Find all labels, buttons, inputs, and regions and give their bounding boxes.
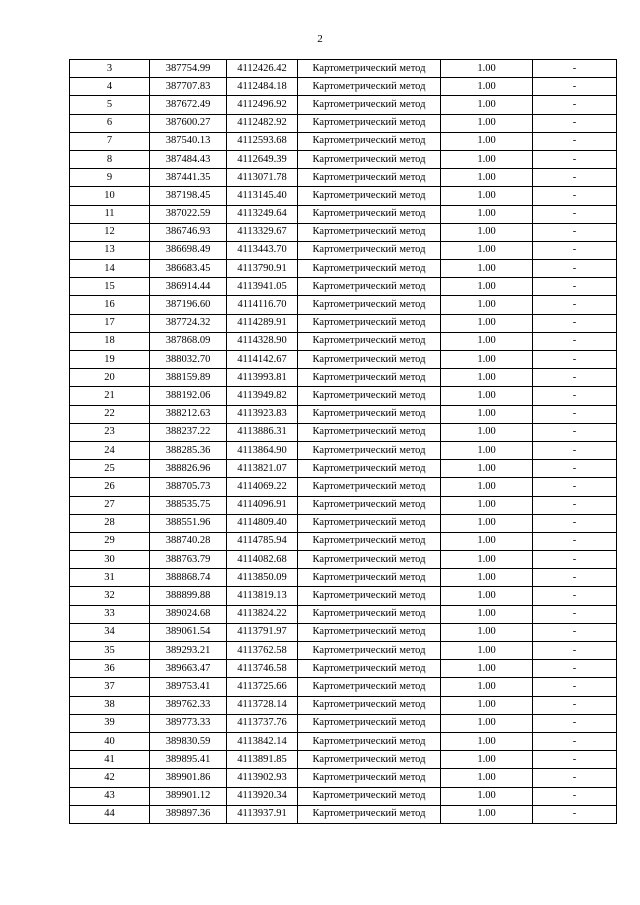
precision-cell: 1.00	[441, 460, 533, 478]
precision-cell: 1.00	[441, 405, 533, 423]
y-coordinate-cell: 4112593.68	[227, 132, 298, 150]
table-row	[70, 478, 617, 496]
table-row	[70, 314, 617, 332]
y-coordinate-cell: 4113886.31	[227, 423, 298, 441]
determination-method-cell: Картометрический метод	[298, 732, 441, 750]
table-row	[70, 605, 617, 623]
determination-method-cell: Картометрический метод	[298, 587, 441, 605]
table-row	[70, 551, 617, 569]
point-description-cell: -	[533, 278, 617, 296]
precision-cell: 1.00	[441, 642, 533, 660]
point-number-cell: 36	[70, 660, 150, 678]
table-row	[70, 514, 617, 532]
determination-method-cell: Картометрический метод	[298, 478, 441, 496]
precision-cell: 1.00	[441, 714, 533, 732]
precision-cell: 1.00	[441, 805, 533, 823]
y-coordinate-cell: 4114809.40	[227, 514, 298, 532]
precision-cell: 1.00	[441, 787, 533, 805]
point-number-cell: 22	[70, 405, 150, 423]
point-description-cell: -	[533, 423, 617, 441]
determination-method-cell: Картометрический метод	[298, 132, 441, 150]
table-row	[70, 569, 617, 587]
point-description-cell: -	[533, 332, 617, 350]
x-coordinate-cell: 387540.13	[150, 132, 227, 150]
coordinates-table	[69, 59, 617, 824]
y-coordinate-cell: 4113891.85	[227, 751, 298, 769]
x-coordinate-cell: 389061.54	[150, 623, 227, 641]
y-coordinate-cell: 4113821.07	[227, 460, 298, 478]
precision-cell: 1.00	[441, 514, 533, 532]
precision-cell: 1.00	[441, 605, 533, 623]
x-coordinate-cell: 388535.75	[150, 496, 227, 514]
table-row	[70, 732, 617, 750]
determination-method-cell: Картометрический метод	[298, 532, 441, 550]
point-description-cell: -	[533, 114, 617, 132]
point-number-cell: 21	[70, 387, 150, 405]
determination-method-cell: Картометрический метод	[298, 660, 441, 678]
x-coordinate-cell: 389830.59	[150, 732, 227, 750]
point-number-cell: 17	[70, 314, 150, 332]
y-coordinate-cell: 4113443.70	[227, 241, 298, 259]
determination-method-cell: Картометрический метод	[298, 642, 441, 660]
x-coordinate-cell: 388551.96	[150, 514, 227, 532]
x-coordinate-cell: 389024.68	[150, 605, 227, 623]
table-row	[70, 223, 617, 241]
point-description-cell: -	[533, 660, 617, 678]
table-row	[70, 805, 617, 823]
point-description-cell: -	[533, 551, 617, 569]
point-number-cell: 34	[70, 623, 150, 641]
point-number-cell: 11	[70, 205, 150, 223]
y-coordinate-cell: 4112482.92	[227, 114, 298, 132]
table-row	[70, 60, 617, 78]
table-row	[70, 78, 617, 96]
point-description-cell: -	[533, 732, 617, 750]
y-coordinate-cell: 4113791.97	[227, 623, 298, 641]
point-description-cell: -	[533, 132, 617, 150]
determination-method-cell: Картометрический метод	[298, 405, 441, 423]
x-coordinate-cell: 389663.47	[150, 660, 227, 678]
table-row	[70, 205, 617, 223]
point-number-cell: 35	[70, 642, 150, 660]
precision-cell: 1.00	[441, 696, 533, 714]
y-coordinate-cell: 4113842.14	[227, 732, 298, 750]
determination-method-cell: Картометрический метод	[298, 678, 441, 696]
point-description-cell: -	[533, 751, 617, 769]
point-description-cell: -	[533, 150, 617, 168]
precision-cell: 1.00	[441, 496, 533, 514]
precision-cell: 1.00	[441, 278, 533, 296]
point-description-cell: -	[533, 714, 617, 732]
point-description-cell: -	[533, 623, 617, 641]
precision-cell: 1.00	[441, 441, 533, 459]
precision-cell: 1.00	[441, 587, 533, 605]
y-coordinate-cell: 4113819.13	[227, 587, 298, 605]
point-description-cell: -	[533, 314, 617, 332]
precision-cell: 1.00	[441, 223, 533, 241]
point-description-cell: -	[533, 441, 617, 459]
point-description-cell: -	[533, 296, 617, 314]
precision-cell: 1.00	[441, 478, 533, 496]
y-coordinate-cell: 4112484.18	[227, 78, 298, 96]
determination-method-cell: Картометрический метод	[298, 223, 441, 241]
table-row	[70, 660, 617, 678]
point-number-cell: 13	[70, 241, 150, 259]
table-row	[70, 587, 617, 605]
point-number-cell: 38	[70, 696, 150, 714]
precision-cell: 1.00	[441, 569, 533, 587]
point-description-cell: -	[533, 805, 617, 823]
x-coordinate-cell: 389897.36	[150, 805, 227, 823]
point-number-cell: 37	[70, 678, 150, 696]
page-number: 2	[317, 33, 323, 45]
determination-method-cell: Картометрический метод	[298, 332, 441, 350]
point-description-cell: -	[533, 514, 617, 532]
x-coordinate-cell: 388032.70	[150, 351, 227, 369]
y-coordinate-cell: 4112649.39	[227, 150, 298, 168]
point-number-cell: 44	[70, 805, 150, 823]
y-coordinate-cell: 4114289.91	[227, 314, 298, 332]
table-row	[70, 241, 617, 259]
y-coordinate-cell: 4113145.40	[227, 187, 298, 205]
determination-method-cell: Картометрический метод	[298, 605, 441, 623]
determination-method-cell: Картометрический метод	[298, 787, 441, 805]
determination-method-cell: Картометрический метод	[298, 150, 441, 168]
point-number-cell: 24	[70, 441, 150, 459]
table-row	[70, 623, 617, 641]
table-row	[70, 332, 617, 350]
precision-cell: 1.00	[441, 751, 533, 769]
determination-method-cell: Картометрический метод	[298, 278, 441, 296]
table-row	[70, 132, 617, 150]
x-coordinate-cell: 388705.73	[150, 478, 227, 496]
precision-cell: 1.00	[441, 78, 533, 96]
point-description-cell: -	[533, 569, 617, 587]
y-coordinate-cell: 4113864.90	[227, 441, 298, 459]
x-coordinate-cell: 387672.49	[150, 96, 227, 114]
y-coordinate-cell: 4114142.67	[227, 351, 298, 369]
table-row	[70, 642, 617, 660]
x-coordinate-cell: 387868.09	[150, 332, 227, 350]
determination-method-cell: Картометрический метод	[298, 623, 441, 641]
determination-method-cell: Картометрический метод	[298, 460, 441, 478]
determination-method-cell: Картометрический метод	[298, 751, 441, 769]
y-coordinate-cell: 4113762.58	[227, 642, 298, 660]
x-coordinate-cell: 388159.89	[150, 369, 227, 387]
table-row	[70, 460, 617, 478]
x-coordinate-cell: 386698.49	[150, 241, 227, 259]
determination-method-cell: Картометрический метод	[298, 441, 441, 459]
table-row	[70, 769, 617, 787]
y-coordinate-cell: 4112426.42	[227, 60, 298, 78]
x-coordinate-cell: 387441.35	[150, 169, 227, 187]
point-description-cell: -	[533, 369, 617, 387]
determination-method-cell: Картометрический метод	[298, 241, 441, 259]
precision-cell: 1.00	[441, 351, 533, 369]
table-row	[70, 260, 617, 278]
table-row	[70, 278, 617, 296]
precision-cell: 1.00	[441, 150, 533, 168]
point-number-cell: 12	[70, 223, 150, 241]
determination-method-cell: Картометрический метод	[298, 805, 441, 823]
x-coordinate-cell: 388826.96	[150, 460, 227, 478]
point-description-cell: -	[533, 587, 617, 605]
point-number-cell: 4	[70, 78, 150, 96]
x-coordinate-cell: 386746.93	[150, 223, 227, 241]
determination-method-cell: Картометрический метод	[298, 569, 441, 587]
table-row	[70, 532, 617, 550]
y-coordinate-cell: 4113824.22	[227, 605, 298, 623]
y-coordinate-cell: 4113923.83	[227, 405, 298, 423]
determination-method-cell: Картометрический метод	[298, 296, 441, 314]
y-coordinate-cell: 4114116.70	[227, 296, 298, 314]
y-coordinate-cell: 4114785.94	[227, 532, 298, 550]
point-number-cell: 26	[70, 478, 150, 496]
y-coordinate-cell: 4113937.91	[227, 805, 298, 823]
table-row	[70, 296, 617, 314]
point-description-cell: -	[533, 78, 617, 96]
y-coordinate-cell: 4113071.78	[227, 169, 298, 187]
x-coordinate-cell: 387022.59	[150, 205, 227, 223]
point-description-cell: -	[533, 405, 617, 423]
y-coordinate-cell: 4113737.76	[227, 714, 298, 732]
y-coordinate-cell: 4113920.34	[227, 787, 298, 805]
point-description-cell: -	[533, 696, 617, 714]
table-row	[70, 169, 617, 187]
x-coordinate-cell: 389762.33	[150, 696, 227, 714]
determination-method-cell: Картометрический метод	[298, 369, 441, 387]
table-row	[70, 96, 617, 114]
x-coordinate-cell: 388868.74	[150, 569, 227, 587]
x-coordinate-cell: 387198.45	[150, 187, 227, 205]
x-coordinate-cell: 388285.36	[150, 441, 227, 459]
point-description-cell: -	[533, 205, 617, 223]
point-description-cell: -	[533, 678, 617, 696]
table-row	[70, 678, 617, 696]
precision-cell: 1.00	[441, 551, 533, 569]
table-row	[70, 441, 617, 459]
precision-cell: 1.00	[441, 241, 533, 259]
point-description-cell: -	[533, 605, 617, 623]
x-coordinate-cell: 387724.32	[150, 314, 227, 332]
precision-cell: 1.00	[441, 769, 533, 787]
point-number-cell: 9	[70, 169, 150, 187]
x-coordinate-cell: 389753.41	[150, 678, 227, 696]
point-number-cell: 29	[70, 532, 150, 550]
x-coordinate-cell: 389895.41	[150, 751, 227, 769]
table-row	[70, 751, 617, 769]
point-number-cell: 20	[70, 369, 150, 387]
x-coordinate-cell: 389901.86	[150, 769, 227, 787]
x-coordinate-cell: 388212.63	[150, 405, 227, 423]
x-coordinate-cell: 386914.44	[150, 278, 227, 296]
point-description-cell: -	[533, 387, 617, 405]
point-number-cell: 27	[70, 496, 150, 514]
y-coordinate-cell: 4112496.92	[227, 96, 298, 114]
point-number-cell: 30	[70, 551, 150, 569]
determination-method-cell: Картометрический метод	[298, 351, 441, 369]
point-number-cell: 7	[70, 132, 150, 150]
y-coordinate-cell: 4113993.81	[227, 369, 298, 387]
precision-cell: 1.00	[441, 732, 533, 750]
y-coordinate-cell: 4113725.66	[227, 678, 298, 696]
determination-method-cell: Картометрический метод	[298, 423, 441, 441]
precision-cell: 1.00	[441, 623, 533, 641]
y-coordinate-cell: 4113790.91	[227, 260, 298, 278]
point-number-cell: 19	[70, 351, 150, 369]
point-number-cell: 43	[70, 787, 150, 805]
table-row	[70, 714, 617, 732]
coordinates-table-body	[70, 60, 617, 824]
x-coordinate-cell: 388899.88	[150, 587, 227, 605]
point-description-cell: -	[533, 496, 617, 514]
point-description-cell: -	[533, 241, 617, 259]
determination-method-cell: Картометрический метод	[298, 551, 441, 569]
precision-cell: 1.00	[441, 132, 533, 150]
y-coordinate-cell: 4113728.14	[227, 696, 298, 714]
point-number-cell: 8	[70, 150, 150, 168]
y-coordinate-cell: 4113949.82	[227, 387, 298, 405]
determination-method-cell: Картометрический метод	[298, 260, 441, 278]
point-number-cell: 28	[70, 514, 150, 532]
x-coordinate-cell: 388763.79	[150, 551, 227, 569]
precision-cell: 1.00	[441, 60, 533, 78]
point-number-cell: 39	[70, 714, 150, 732]
determination-method-cell: Картометрический метод	[298, 60, 441, 78]
y-coordinate-cell: 4114328.90	[227, 332, 298, 350]
x-coordinate-cell: 389293.21	[150, 642, 227, 660]
precision-cell: 1.00	[441, 260, 533, 278]
table-row	[70, 351, 617, 369]
point-number-cell: 3	[70, 60, 150, 78]
point-number-cell: 18	[70, 332, 150, 350]
y-coordinate-cell: 4113941.05	[227, 278, 298, 296]
point-number-cell: 42	[70, 769, 150, 787]
table-row	[70, 696, 617, 714]
y-coordinate-cell: 4113850.09	[227, 569, 298, 587]
point-number-cell: 10	[70, 187, 150, 205]
x-coordinate-cell: 389901.12	[150, 787, 227, 805]
determination-method-cell: Картометрический метод	[298, 387, 441, 405]
precision-cell: 1.00	[441, 423, 533, 441]
x-coordinate-cell: 387484.43	[150, 150, 227, 168]
determination-method-cell: Картометрический метод	[298, 96, 441, 114]
determination-method-cell: Картометрический метод	[298, 714, 441, 732]
point-description-cell: -	[533, 60, 617, 78]
point-number-cell: 23	[70, 423, 150, 441]
point-description-cell: -	[533, 787, 617, 805]
point-number-cell: 16	[70, 296, 150, 314]
determination-method-cell: Картометрический метод	[298, 187, 441, 205]
y-coordinate-cell: 4114069.22	[227, 478, 298, 496]
precision-cell: 1.00	[441, 169, 533, 187]
x-coordinate-cell: 387707.83	[150, 78, 227, 96]
precision-cell: 1.00	[441, 387, 533, 405]
precision-cell: 1.00	[441, 660, 533, 678]
table-row	[70, 150, 617, 168]
precision-cell: 1.00	[441, 114, 533, 132]
x-coordinate-cell: 388237.22	[150, 423, 227, 441]
precision-cell: 1.00	[441, 205, 533, 223]
point-number-cell: 33	[70, 605, 150, 623]
x-coordinate-cell: 387600.27	[150, 114, 227, 132]
point-description-cell: -	[533, 478, 617, 496]
table-row	[70, 423, 617, 441]
x-coordinate-cell: 389773.33	[150, 714, 227, 732]
point-description-cell: -	[533, 223, 617, 241]
x-coordinate-cell: 388740.28	[150, 532, 227, 550]
point-description-cell: -	[533, 460, 617, 478]
point-number-cell: 41	[70, 751, 150, 769]
point-description-cell: -	[533, 169, 617, 187]
determination-method-cell: Картометрический метод	[298, 205, 441, 223]
point-description-cell: -	[533, 96, 617, 114]
precision-cell: 1.00	[441, 369, 533, 387]
point-description-cell: -	[533, 532, 617, 550]
determination-method-cell: Картометрический метод	[298, 114, 441, 132]
determination-method-cell: Картометрический метод	[298, 514, 441, 532]
table-row	[70, 369, 617, 387]
point-number-cell: 32	[70, 587, 150, 605]
determination-method-cell: Картометрический метод	[298, 696, 441, 714]
table-row	[70, 387, 617, 405]
precision-cell: 1.00	[441, 332, 533, 350]
point-number-cell: 5	[70, 96, 150, 114]
y-coordinate-cell: 4113746.58	[227, 660, 298, 678]
x-coordinate-cell: 388192.06	[150, 387, 227, 405]
y-coordinate-cell: 4113329.67	[227, 223, 298, 241]
precision-cell: 1.00	[441, 532, 533, 550]
x-coordinate-cell: 387754.99	[150, 60, 227, 78]
y-coordinate-cell: 4114096.91	[227, 496, 298, 514]
precision-cell: 1.00	[441, 678, 533, 696]
determination-method-cell: Картометрический метод	[298, 496, 441, 514]
table-row	[70, 496, 617, 514]
point-number-cell: 15	[70, 278, 150, 296]
x-coordinate-cell: 387196.60	[150, 296, 227, 314]
point-number-cell: 6	[70, 114, 150, 132]
point-description-cell: -	[533, 187, 617, 205]
precision-cell: 1.00	[441, 296, 533, 314]
precision-cell: 1.00	[441, 314, 533, 332]
determination-method-cell: Картометрический метод	[298, 78, 441, 96]
x-coordinate-cell: 386683.45	[150, 260, 227, 278]
point-number-cell: 14	[70, 260, 150, 278]
point-number-cell: 25	[70, 460, 150, 478]
point-number-cell: 31	[70, 569, 150, 587]
precision-cell: 1.00	[441, 187, 533, 205]
determination-method-cell: Картометрический метод	[298, 314, 441, 332]
point-description-cell: -	[533, 642, 617, 660]
precision-cell: 1.00	[441, 96, 533, 114]
table-row	[70, 787, 617, 805]
point-number-cell: 40	[70, 732, 150, 750]
table-row	[70, 114, 617, 132]
table-row	[70, 187, 617, 205]
point-description-cell: -	[533, 769, 617, 787]
point-description-cell: -	[533, 260, 617, 278]
table-row	[70, 405, 617, 423]
y-coordinate-cell: 4113902.93	[227, 769, 298, 787]
y-coordinate-cell: 4113249.64	[227, 205, 298, 223]
y-coordinate-cell: 4114082.68	[227, 551, 298, 569]
determination-method-cell: Картометрический метод	[298, 769, 441, 787]
point-description-cell: -	[533, 351, 617, 369]
determination-method-cell: Картометрический метод	[298, 169, 441, 187]
